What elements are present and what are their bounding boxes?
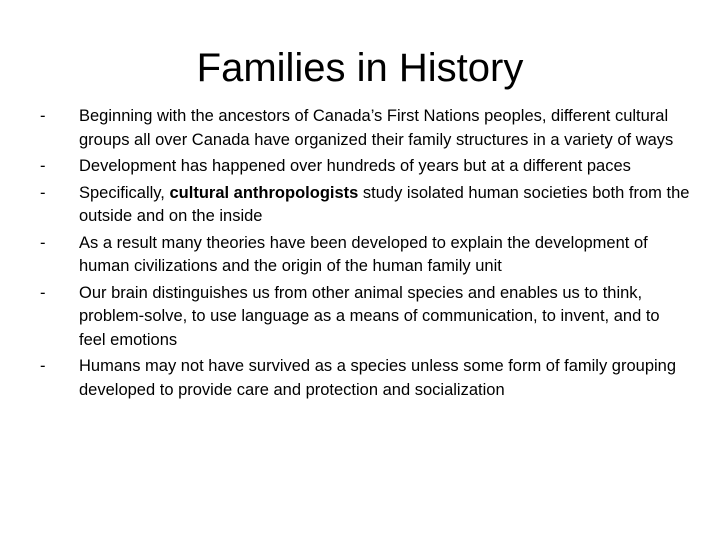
bullet-item [40, 105, 690, 152]
bullet-text: Beginning with the ancestors of Canada’s First Nations peoples, different cultural groups all over Canada have organized their family structures in a variety of ways [79, 107, 674, 149]
bullet-list [40, 105, 690, 405]
bullet-marker: - [40, 357, 46, 375]
bullet-marker: - [40, 233, 46, 252]
bullet-text-before: Specifically, [79, 183, 170, 202]
bullet-marker: - [40, 183, 46, 202]
bullet-text: Humans may not have survived as a species unless some form of family grouping developed to provide care and protection and socialization [79, 357, 677, 399]
bullet-marker: - [40, 107, 46, 125]
bullet-item [40, 282, 690, 353]
bullet-text [79, 184, 689, 226]
bullet-text: Development has happened over hundreds of years but at a different paces [79, 157, 631, 175]
bullet-item [40, 355, 690, 402]
slide-title: Families in History [196, 46, 524, 90]
bullet-item [40, 232, 690, 279]
bullet-text-after: study isolated human societies both from the outside and on the inside [79, 183, 690, 225]
bullet-text: As a result many theories have been developed to explain the development of human civilizations and the origin of the human family unit [79, 233, 648, 275]
bullet-text: Our brain distinguishes us from other animal species and enables us to think, problem-solve, to use language as a means of communication, to invent, and to feel emotions [79, 283, 660, 349]
bullet-marker: - [40, 283, 46, 302]
bullet-marker: - [40, 157, 46, 175]
bullet-item [40, 155, 690, 179]
bullet-item [40, 182, 690, 229]
bullet-text-bold: cultural anthropologists [169, 183, 359, 202]
